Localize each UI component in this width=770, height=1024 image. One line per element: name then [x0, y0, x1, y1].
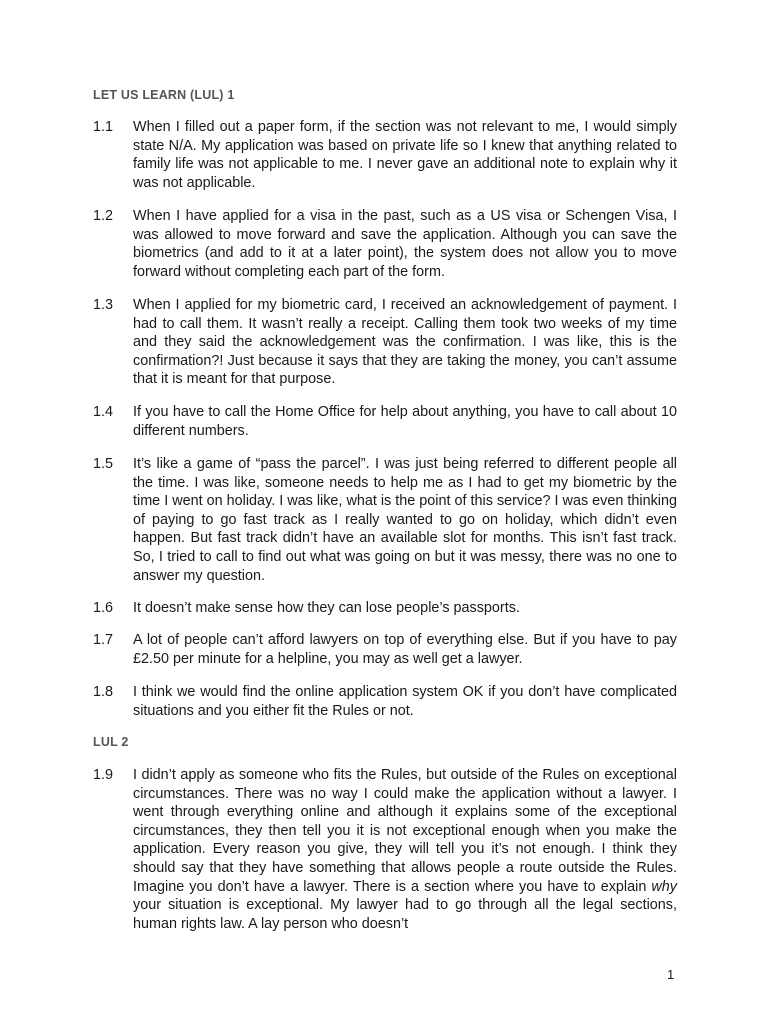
- page-number: 1: [667, 967, 675, 982]
- paragraph-1-2: [93, 207, 677, 281]
- paragraph-1-8: [93, 683, 677, 720]
- paragraph-text: When I filled out a paper form, if the section was not relevant to me, I would simply state N/A. My application was based on private life so I knew that anything related to family life was not applicable to me. I never gave an additional note to explain why it was not applicable.: [133, 119, 677, 191]
- paragraph-1-5: [93, 455, 677, 585]
- paragraph-text-start: I didn’t apply as someone who fits the Rules, but outside of the Rules on exceptional circumstances. There was no way I could make the application without a lawyer. I went through everything online and although it explains some of the exceptional circumstances, they then tell you it is not exceptional enough when you make the application. Every reason you give, they will tell you it’s not enough. I think they should say that they have something that allows people a route outside the Rules. Imagine you don’t have a lawyer. There is a section where you have to explain: [133, 767, 677, 895]
- emphasis-why: why: [651, 878, 677, 895]
- paragraph-number: 1.3: [93, 297, 114, 313]
- paragraph-number: 1.8: [93, 684, 114, 700]
- paragraph-1-1: [93, 118, 677, 192]
- paragraph-number: 1.6: [93, 600, 114, 616]
- paragraph-number: 1.5: [93, 456, 114, 472]
- section-heading-lul1: LET US LEARN (LUL) 1: [93, 88, 235, 102]
- paragraph-number: 1.2: [93, 208, 114, 224]
- paragraph-1-3: [93, 296, 677, 389]
- paragraph-1-9: [93, 766, 677, 933]
- paragraph-text: A lot of people can’t afford lawyers on top of everything else. But if you have to pay £2.50 per minute for a helpline, you may as well get a lawyer.: [133, 632, 677, 667]
- paragraph-text: When I applied for my biometric card, I received an acknowledgement of payment. I had to call them. It wasn’t really a receipt. Calling them took two weeks of my time and they said the acknowledgement was the confirmation. I was like, this is the confirmation?! Just because it says that they are taking the money, you can’t assume that it is meant for that purpose.: [133, 297, 677, 388]
- paragraph-number: 1.4: [93, 404, 114, 420]
- paragraph-text-end: your situation is exceptional. My lawyer had to go through all the legal sections, human rights law. A lay person who doesn’t: [133, 897, 677, 932]
- paragraph-text: It doesn’t make sense how they can lose people’s passports.: [133, 600, 520, 616]
- paragraph-1-6: [93, 599, 677, 618]
- paragraph-text: I think we would find the online application system OK if you don’t have complicated situations and you either fit the Rules or not.: [133, 684, 677, 719]
- paragraph-1-7: [93, 631, 677, 668]
- paragraph-1-4: [93, 403, 677, 440]
- paragraph-text: [133, 766, 677, 933]
- paragraph-text: If you have to call the Home Office for help about anything, you have to call about 10 different numbers.: [133, 404, 677, 439]
- section-heading-lul2: LUL 2: [93, 735, 129, 749]
- paragraph-number: 1.9: [93, 767, 114, 783]
- paragraph-number: 1.1: [93, 119, 114, 135]
- paragraph-text: When I have applied for a visa in the past, such as a US visa or Schengen Visa, I was allowed to move forward and save the application. Although you can save the biometrics (and add to it at a later point), the system does not allow you to move forward without completing each part of the form.: [133, 208, 677, 280]
- paragraph-number: 1.7: [93, 632, 114, 648]
- paragraph-text: It’s like a game of “pass the parcel”. I was just being referred to different people all the time. I was like, someone needs to help me as I had to get my biometric by the time I went on holiday. I was like, what is the point of this service? I was even thinking of paying to go fast track as I really wanted to go on holiday, which didn’t even happen. But fast track didn’t have an available slot for months. This isn’t fast track. So, I tried to call to find out what was going on but it was messy, there was no one to answer my question.: [133, 456, 677, 584]
